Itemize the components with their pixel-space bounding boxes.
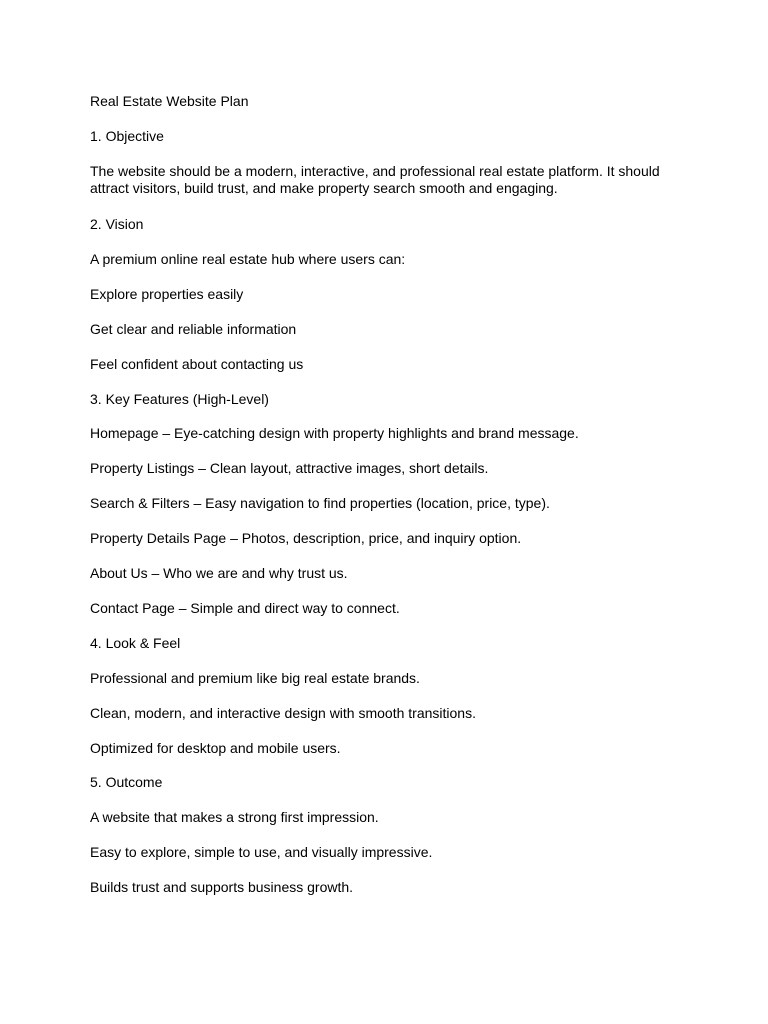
document-title: Real Estate Website Plan [90, 93, 249, 109]
look-feel-item: Professional and premium like big real estate brands. [90, 670, 420, 686]
vision-item: Explore properties easily [90, 286, 244, 302]
feature-item: About Us – Who we are and why trust us. [90, 565, 348, 581]
outcome-item: Easy to explore, simple to use, and visually impressive. [90, 844, 433, 860]
objective-paragraph-line-1: The website should be a modern, interactive, and professional real estate platform. It should [90, 163, 660, 179]
section-heading-vision: 2. Vision [90, 216, 144, 232]
vision-item: Feel confident about contacting us [90, 356, 304, 372]
section-heading-features: 3. Key Features (High-Level) [90, 391, 269, 407]
vision-item: Get clear and reliable information [90, 321, 297, 337]
objective-paragraph-line-2: attract visitors, build trust, and make property search smooth and engaging. [90, 180, 558, 196]
outcome-item: Builds trust and supports business growth. [90, 879, 354, 895]
look-feel-item: Optimized for desktop and mobile users. [90, 740, 341, 756]
feature-item: Search & Filters – Easy navigation to find properties (location, price, type). [90, 495, 550, 511]
feature-item: Property Listings – Clean layout, attractive images, short details. [90, 460, 489, 476]
feature-item: Contact Page – Simple and direct way to connect. [90, 600, 400, 616]
section-heading-look-feel: 4. Look & Feel [90, 635, 181, 651]
look-feel-item: Clean, modern, and interactive design with smooth transitions. [90, 705, 476, 721]
outcome-item: A website that makes a strong first impression. [90, 809, 379, 825]
vision-intro: A premium online real estate hub where users can: [90, 251, 406, 267]
feature-item: Homepage – Eye-catching design with property highlights and brand message. [90, 425, 579, 441]
section-heading-outcome: 5. Outcome [90, 774, 163, 790]
feature-item: Property Details Page – Photos, description, price, and inquiry option. [90, 530, 522, 546]
section-heading-objective: 1. Objective [90, 128, 164, 144]
